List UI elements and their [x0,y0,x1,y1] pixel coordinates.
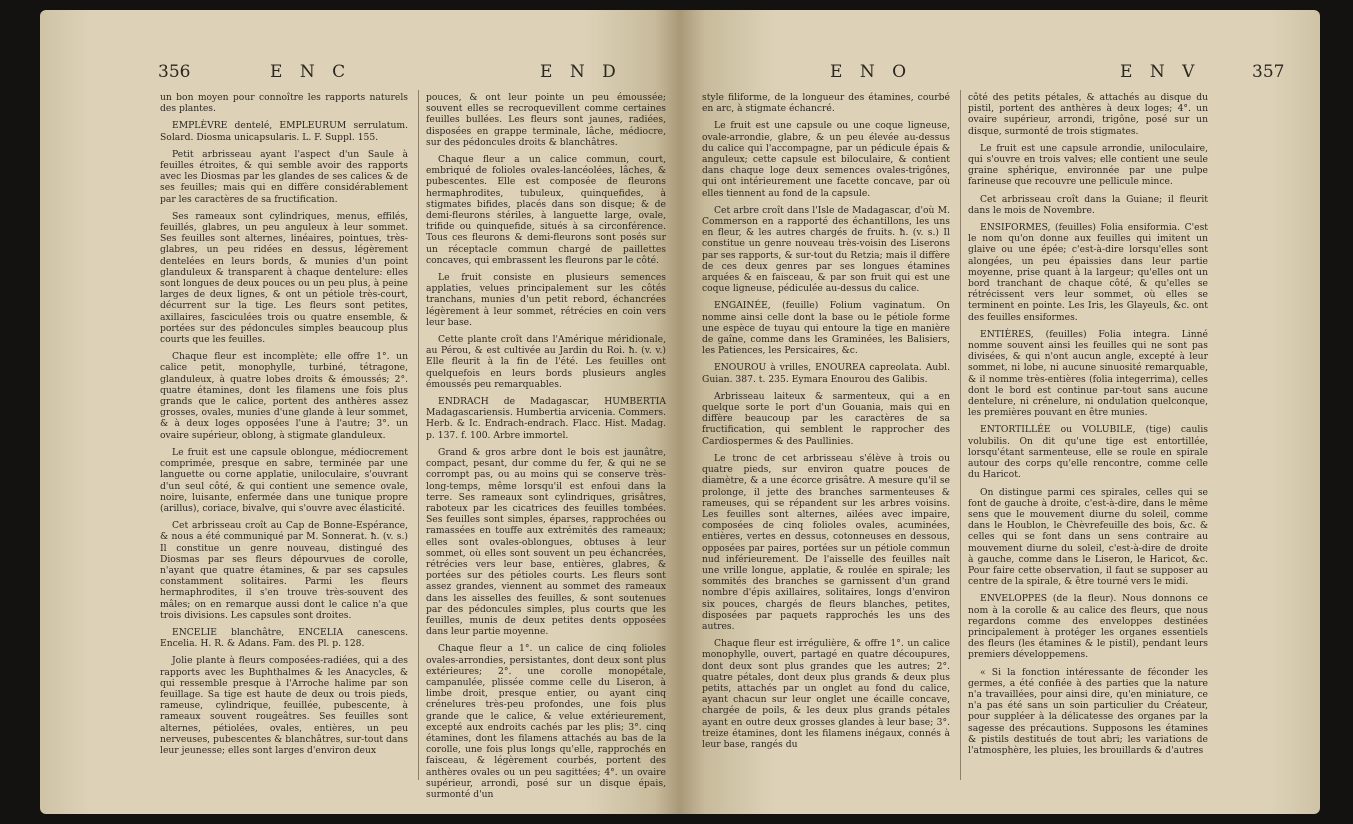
paragraph: Ses rameaux sont cylindriques, menus, effilés, feuillés, glabres, un peu anguleux à leur sommet. Ses feuilles sont alternes, linéaires, pointues, très-glabres, un peu ridées en dessus, légèrement dentelées en leurs bords, & munies d'un point glanduleux & transparent à chaque dentelure: elles sont longues de deux pouces ou un peu plus, à peine larges de deux lignes, & ont un pétiole très-court, décurrent sur la tige. Les fleurs sont petites, axillaires, fasciculées trois ou quatre ensemble, & portées sur des pédoncules simples beaucoup plus courts que les feuilles. [160,210,408,346]
paragraph: un bon moyen pour connoître les rapports naturels des plantes. [160,92,408,115]
paragraph: Cette plante croît dans l'Amérique méridionale, au Pérou, & est cultivée au Jardin du Roi. ħ. (v. v.) Elle fleurit à la fin de l'été. Les feuilles ont quelquefois en leurs bords plusieurs angles émoussés peu remarquables. [426,334,666,390]
left-page-column-2 [426,92,666,800]
left-page-header [40,62,680,92]
paragraph: Chaque fleur est incomplète; elle offre 1°. un calice petit, monophylle, turbiné, tétragone, glanduleux, à quatre lobes droits & émoussés; 2°. quatre étamines, dont les filamens une fois plus grands que le calice, portent des anthères assez grosses, ovales, munies d'une glande à leur sommet, & à deux loges opposées l'une à l'autre; 3°. un ovaire supérieur, oblong, à stigmate glanduleux. [160,351,408,441]
paragraph: Petit arbrisseau ayant l'aspect d'un Saule à feuilles étroites, & qui semble avoir des rapports avec les Diosmas par les glandes de ses calices & de ses feuilles; mais qui en diffère considérablement par les caractères de sa fructification. [160,148,408,205]
paragraph: Jolie plante à fleurs composées-radiées, qui a des rapports avec les Buphthalmes & les Anacycles, & qui ressemble presque à l'Arroche halime par son feuillage. Sa tige est haute de deux ou trois pieds, rameuse, cylindrique, feuillée, pubescente, à rameaux souvent rougeâtres. Ses feuilles sont alternes, pétiolées, ovales, entières, un peu nerveuses, pubescentes & blanchâtres, sur-tout dans leur jeunesse; elles sont larges d'environ deux [160,655,408,756]
paragraph: Cet arbre croît dans l'Isle de Madagascar, d'où M. Commerson en a rapporté des échantillons, les uns en fleur, & les autres chargés de fruits. ħ. (v. s.) Il constitue un genre nouveau très-voisin des Liserons par ses rapports, & sur-tout du Retzia; mais il diffère de ces deux genres par ses longues étamines arquées & en faisceau, & par son fruit qui est une coque ligneuse, pédiculée au-dessus du calice. [702,204,950,295]
paragraph: ENDRACH de Madagascar, HUMBERTIA Madagascariensis. Humbertia arvicenia. Commers. Herb. & Ic. Endrach-endrach. Flacc. Hist. Madag. p. 137. f. 100. Arbre immortel. [426,396,666,441]
paragraph: ENVELOPPES (de la fleur). Nous donnons ce nom à la corolle & au calice des fleurs, que nous regardons comme des enveloppes destinées principalement à protéger les organes essentiels des fleurs (les étamines & le pistil), pendant leurs premiers développemens. [968,593,1208,661]
right-page-column-2 [968,92,1208,792]
paragraph: Grand & gros arbre dont le bois est jaunâtre, compact, pesant, dur comme du fer, & qui ne se corrompt pas, ou au moins qui se conserve très-long-temps, même lorsqu'il est enfoui dans la terre. Ses rameaux sont cylindriques, grisâtres, raboteux par les cicatrices des feuilles tombées. Ses feuilles sont simples, éparses, rapprochées ou ramassées en touffe aux extrémités des rameaux; elles sont ovales-oblongues, obtuses à leur sommet, où elles sont souvent un peu échancrées, rétrécies vers leur base, entières, glabres, & portées sur des pétioles courts. Les fleurs sont assez grandes, viennent au sommet des rameaux dans les aisselles des feuilles, & sont soutenues par des pédoncules simples, plus courts que les feuilles, munis de deux petites dents opposées dans leur partie moyenne. [426,446,666,638]
paragraph: Arbrisseau laiteux & sarmenteux, qui a en quelque sorte le port d'un Gouania, mais qui en diffère beaucoup par les caractères de sa fructification, qui semblent le rapprocher des Cardiospermes & des Paullinies. [702,390,950,447]
column-rule [960,90,961,780]
running-head-env: E N V [1120,62,1201,82]
paragraph: Cet arbrisseau croît au Cap de Bonne-Espérance, & nous a été communiqué par M. Sonnerat. ħ. (v. s.) Il constitue un genre nouveau, distingué des Diosmas par ses fleurs dépourvues de corolle, n'ayant que quatre étamines, & par ses capsules constamment solitaires. Parmi les fleurs hermaphrodites, il s'en trouve très-souvent des mâles; on en remarque aussi dont le calice n'a que trois divisions. Les capsules sont droites. [160,520,408,621]
paragraph: ENSIFORMES, (feuilles) Folia ensiformia. C'est le nom qu'on donne aux feuilles qui imitent un glaive ou une épée; c'est-à-dire lorsqu'elles sont alongées, un peu épaissies dans leur partie moyenne, prise quant à la largeur; qu'elles ont un bord tranchant de chaque côté, & qu'elles se rétrécissent vers leur sommet, où elles se terminent en pointe. Les Iris, les Glayeuls, &c. ont des feuilles ensiformes. [968,222,1208,323]
paragraph: Le fruit est une capsule oblongue, médiocrement comprimée, presque en sabre, terminée par une languette ou corne applatie, uniloculaire, s'ouvrant d'un seul côté, & qui contient une semence ovale, noire, luisante, enfermée dans une tunique propre (arillus), coriace, bivalve, qui s'ouvre avec élasticité. [160,446,408,514]
paragraph: EMPLÈVRE dentelé, EMPLEURUM serrulatum. Solard. Diosma unicapsularis. L. F. Suppl. 155. [160,120,408,143]
open-book [40,10,1320,814]
left-page-column-1 [160,92,408,792]
running-head-enc: E N C [270,62,352,82]
paragraph: côté des petits pétales, & attachés au disque du pistil, portent des anthères à deux loges; 4°. un ovaire supérieur, arrondi, trigône, posé sur un disque, surmonté de trois stigmates. [968,92,1208,137]
running-head-eno: E N O [830,62,913,82]
paragraph: pouces, & ont leur pointe un peu émoussée; souvent elles se recroquevillent comme certaines feuilles bullées. Les fleurs sont jaunes, radiées, disposées en grappe terminale, lâche, médiocre, sur des pédoncules droits & blanchâtres. [426,92,666,148]
paragraph: ENTIÈRES, (feuilles) Folia integra. Linné nomme souvent ainsi les feuilles qui ne sont pas divisées, & qui n'ont aucun angle, excepté à leur sommet, ni lobe, ni aucune sinuosité remarquable, & il nomme très-entières (folia integerrima), celles dont le bord est continue par-tout sans aucune dentelure, ni crénelure, ni ondulation quelconque, les premières pouvant en être munies. [968,328,1208,419]
paragraph: Chaque fleur a un calice commun, court, embriqué de folioles ovales-lancéolées, lâches, & pubescentes. Elle est composée de fleurons hermaphrodites, tubuleux, quinquefides, à stigmates bifides, placés dans son disque; & de demi-fleurons stériles, à languette large, ovale, trifide ou quinquefide, situés à sa circonférence. Tous ces fleurons & demi-fleurons sont posés sur un réceptacle commun chargé de paillettes concaves, qui embrassent les fleurons par le côté. [426,154,666,266]
right-page-header [680,62,1320,92]
right-page-column-1 [702,92,950,792]
left-page [40,10,680,814]
paragraph: Le tronc de cet arbrisseau s'élève à trois ou quatre pieds, sur environ quatre pouces de diamètre, & a une écorce grisâtre. A mesure qu'il se prolonge, il jette des branches sarmenteuses & rameuses, qui se répandent sur les arbres voisins. Les feuilles sont alternes, ailées avec impaire, composées de cinq folioles ovales, acuminées, entières, vertes en dessus, cotonneuses en dessous, opposées par paires, portées sur un pétiole commun nud inférieurement. De l'aisselle des feuilles naît une vrille longue, applatie, & roulée en spirale; les sommités des branches se garnissent d'un grand nombre d'épis axillaires, solitaires, longs d'environ six pouces, chargés de fleurs blanches, petites, disposées par paquets rapprochés les uns des autres. [702,452,950,632]
paragraph: On distingue parmi ces spirales, celles qui se font de gauche à droite, c'est-à-dire, dans le même sens que le mouvement diurne du soleil, comme dans le Houblon, le Chèvrefeuille des bois, &c. & celles qui se font dans un sens contraire au mouvement diurne du soleil, c'est-à-dire de droite à gauche, comme dans le Liseron, le Haricot, &c. Pour faire cette observation, il faut se supposer au centre de la spirale, & être tourné vers le midi. [968,486,1208,588]
paragraph: Chaque fleur a 1°. un calice de cinq folioles ovales-arrondies, persistantes, dont deux sont plus extérieures; 2°. une corolle monopétale, campanulée, plissée comme celle du Liseron, à limbe droit, presque entier, ou ayant cinq crénelures très-peu profondes, une fois plus grande que le calice, & velue extérieurement, excepté aux endroits cachés par les plis; 3°. cinq étamines, dont les filamens attachés au bas de la corolle, une fois plus longs qu'elle, rapprochés en faisceau, & légèrement courbés, portent des anthères ovales ou un peu sagittées; 4°. un ovaire supérieur, arrondi, posé sur un disque épais, surmonté d'un [426,643,666,800]
paragraph: ENGAINÉE, (feuille) Folium vaginatum. On nomme ainsi celle dont la base ou le pétiole forme une espèce de tuyau qui entoure la tige en manière de gaîne, comme dans les Graminées, les Balisiers, les Patiences, les Persicaires, &c. [702,300,950,357]
paragraph: Le fruit consiste en plusieurs semences applaties, velues principalement sur les côtés tranchans, munies d'un petit rebord, échancrées légèrement à leur sommet, rétrécies en coin vers leur base. [426,272,666,328]
paragraph: « Si la fonction intéressante de féconder les germes, a été confiée à des parties que la nature n'a travaillées, pour ainsi dire, qu'en miniature, ce n'a pas été sans un soin particulier du Créateur, pour suppléer à la délicatesse des organes par la sagesse des précautions. Supposons les étamines & pistils destitués de tout abri; les variations de l'atmosphère, les pluies, les brouillards & d'autres [968,666,1208,756]
page-number-left: 356 [158,62,191,82]
paragraph: style filiforme, de la longueur des étamines, courbé en arc, à stigmate échancré. [702,92,950,115]
page-number-right: 357 [1252,62,1285,82]
paragraph: Chaque fleur est irrégulière, & offre 1°. un calice monophylle, ouvert, partagé en quatre découpures, dont deux sont plus grandes que les autres; 2°. quatre pétales, dont deux plus grands & deux plus petits, attachés par un onglet au fond du calice, ayant chacun sur leur onglet une écaille concave, chargée de poils, & les deux plus grands pétales ayant en outre deux grosses glandes à leur base; 3°. treize étamines, dont les filamens inégaux, connés à leur base, rangés du [702,638,950,750]
paragraph: ENCELIE blanchâtre, ENCELIA canescens. Encelia. H. R. & Adans. Fam. des Pl. p. 128. [160,626,408,650]
paragraph: Le fruit est une capsule ou une coque ligneuse, ovale-arrondie, glabre, & un peu élevée au-dessus du calice qui l'accompagne, par un pédicule épais & anguleux; cette capsule est biloculaire, & contient dans chaque loge deux semences ovales-trigônes, qui ont intérieurement une facette concave, par où elles tiennent au fond de la capsule. [702,120,950,199]
paragraph: Le fruit est une capsule arrondie, uniloculaire, qui s'ouvre en trois valves; elle contient une seule graine sphérique, environnée par une pulpe farineuse que recouvre une pellicule mince. [968,142,1208,188]
paragraph: ENOUROU à vrilles, ENOUREA capreolata. Aubl. Guian. 387. t. 235. Eymara Enourou des Galibis. [702,362,950,385]
paragraph: Cet arbrisseau croît dans la Guiane; il fleurit dans le mois de Novembre. [968,193,1208,216]
right-page [680,10,1320,814]
column-rule [418,90,419,780]
running-head-end: E N D [540,62,622,82]
paragraph: ENTORTILLÉE ou VOLUBILE, (tige) caulis volubilis. On dit qu'une tige est entortillée, lorsqu'étant sarmenteuse, elle se roule en spirale autour des corps qu'elle rencontre, comme celle du Haricot. [968,424,1208,481]
